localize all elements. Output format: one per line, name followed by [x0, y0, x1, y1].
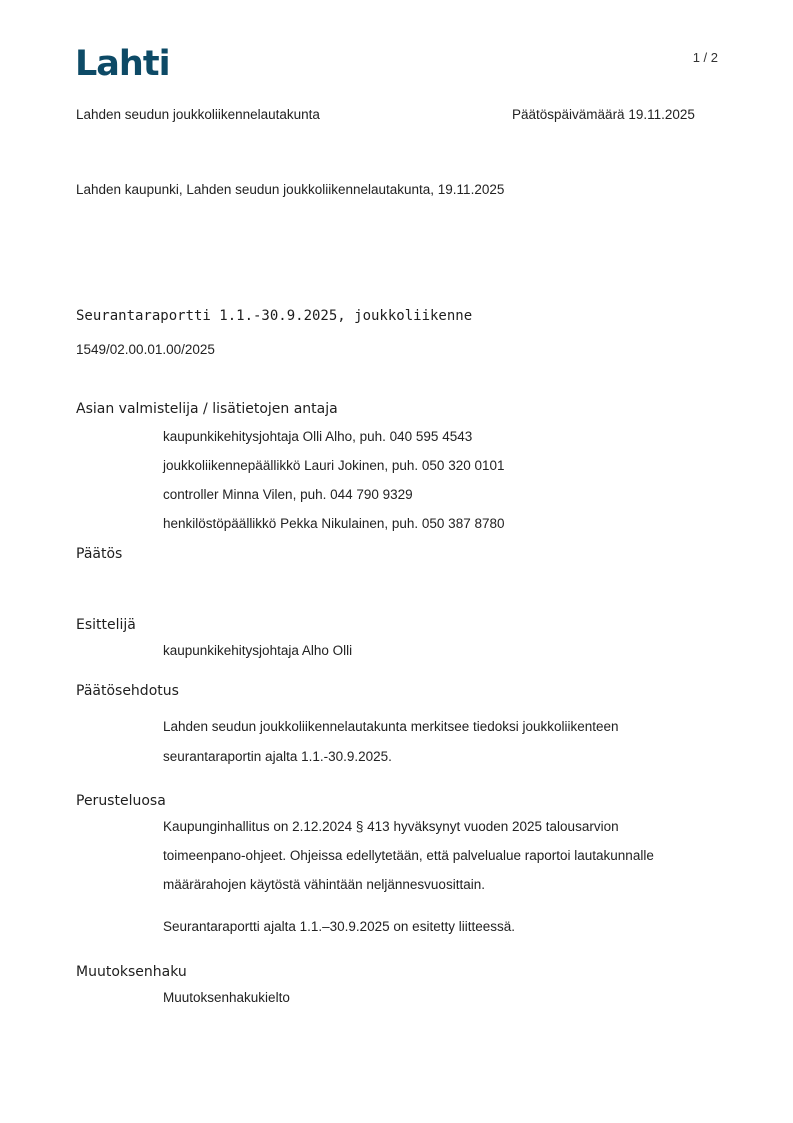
page-number: 1 / 2	[692, 50, 718, 65]
rationale-line: määrärahojen käytöstä vähintään neljännesvuosittain.	[163, 877, 485, 892]
preparer-line: henkilöstöpäällikkö Pekka Nikulainen, puh. 050 387 8780	[163, 516, 505, 531]
preparer-line: kaupunkikehitysjohtaja Olli Alho, puh. 040 595 4543	[163, 429, 473, 444]
preparers-heading: Asian valmistelija / lisätietojen antaja	[76, 401, 338, 417]
record-number: 1549/02.00.01.00/2025	[76, 342, 215, 357]
rationale-heading: Perusteluosa	[76, 793, 166, 809]
meeting-line: Lahden kaupunki, Lahden seudun joukkoliikennelautakunta, 19.11.2025	[76, 182, 505, 197]
rationale-line: Kaupunginhallitus on 2.12.2024 § 413 hyväksynyt vuoden 2025 talousarvion	[163, 819, 619, 834]
lahti-logo: Lahti	[75, 44, 170, 84]
proposal-heading: Päätösehdotus	[76, 683, 179, 699]
preparer-line: joukkoliikennepäällikkö Lauri Jokinen, puh. 050 320 0101	[163, 458, 505, 473]
presenter-heading: Esittelijä	[76, 617, 136, 633]
proposal-line: Lahden seudun joukkoliikennelautakunta merkitsee tiedoksi joukkoliikenteen	[163, 719, 619, 734]
decision-heading: Päätös	[76, 546, 123, 562]
body-name: Lahden seudun joukkoliikennelautakunta	[76, 107, 320, 122]
document-title: Seurantaraportti 1.1.-30.9.2025, joukkoliikenne	[76, 308, 473, 324]
proposal-line: seurantaraportin ajalta 1.1.-30.9.2025.	[163, 749, 392, 764]
rationale-line: toimeenpano-ohjeet. Ohjeissa edellytetään, että palvelualue raportoi lautakunnalle	[163, 848, 654, 863]
preparer-line: controller Minna Vilen, puh. 044 790 9329	[163, 487, 413, 502]
presenter-text: kaupunkikehitysjohtaja Alho Olli	[163, 643, 353, 658]
appeal-heading: Muutoksenhaku	[76, 964, 187, 980]
decision-date: Päätöspäivämäärä 19.11.2025	[512, 107, 695, 122]
rationale-line: Seurantaraportti ajalta 1.1.–30.9.2025 on esitetty liitteessä.	[163, 919, 515, 934]
appeal-text: Muutoksenhakukielto	[163, 990, 290, 1005]
